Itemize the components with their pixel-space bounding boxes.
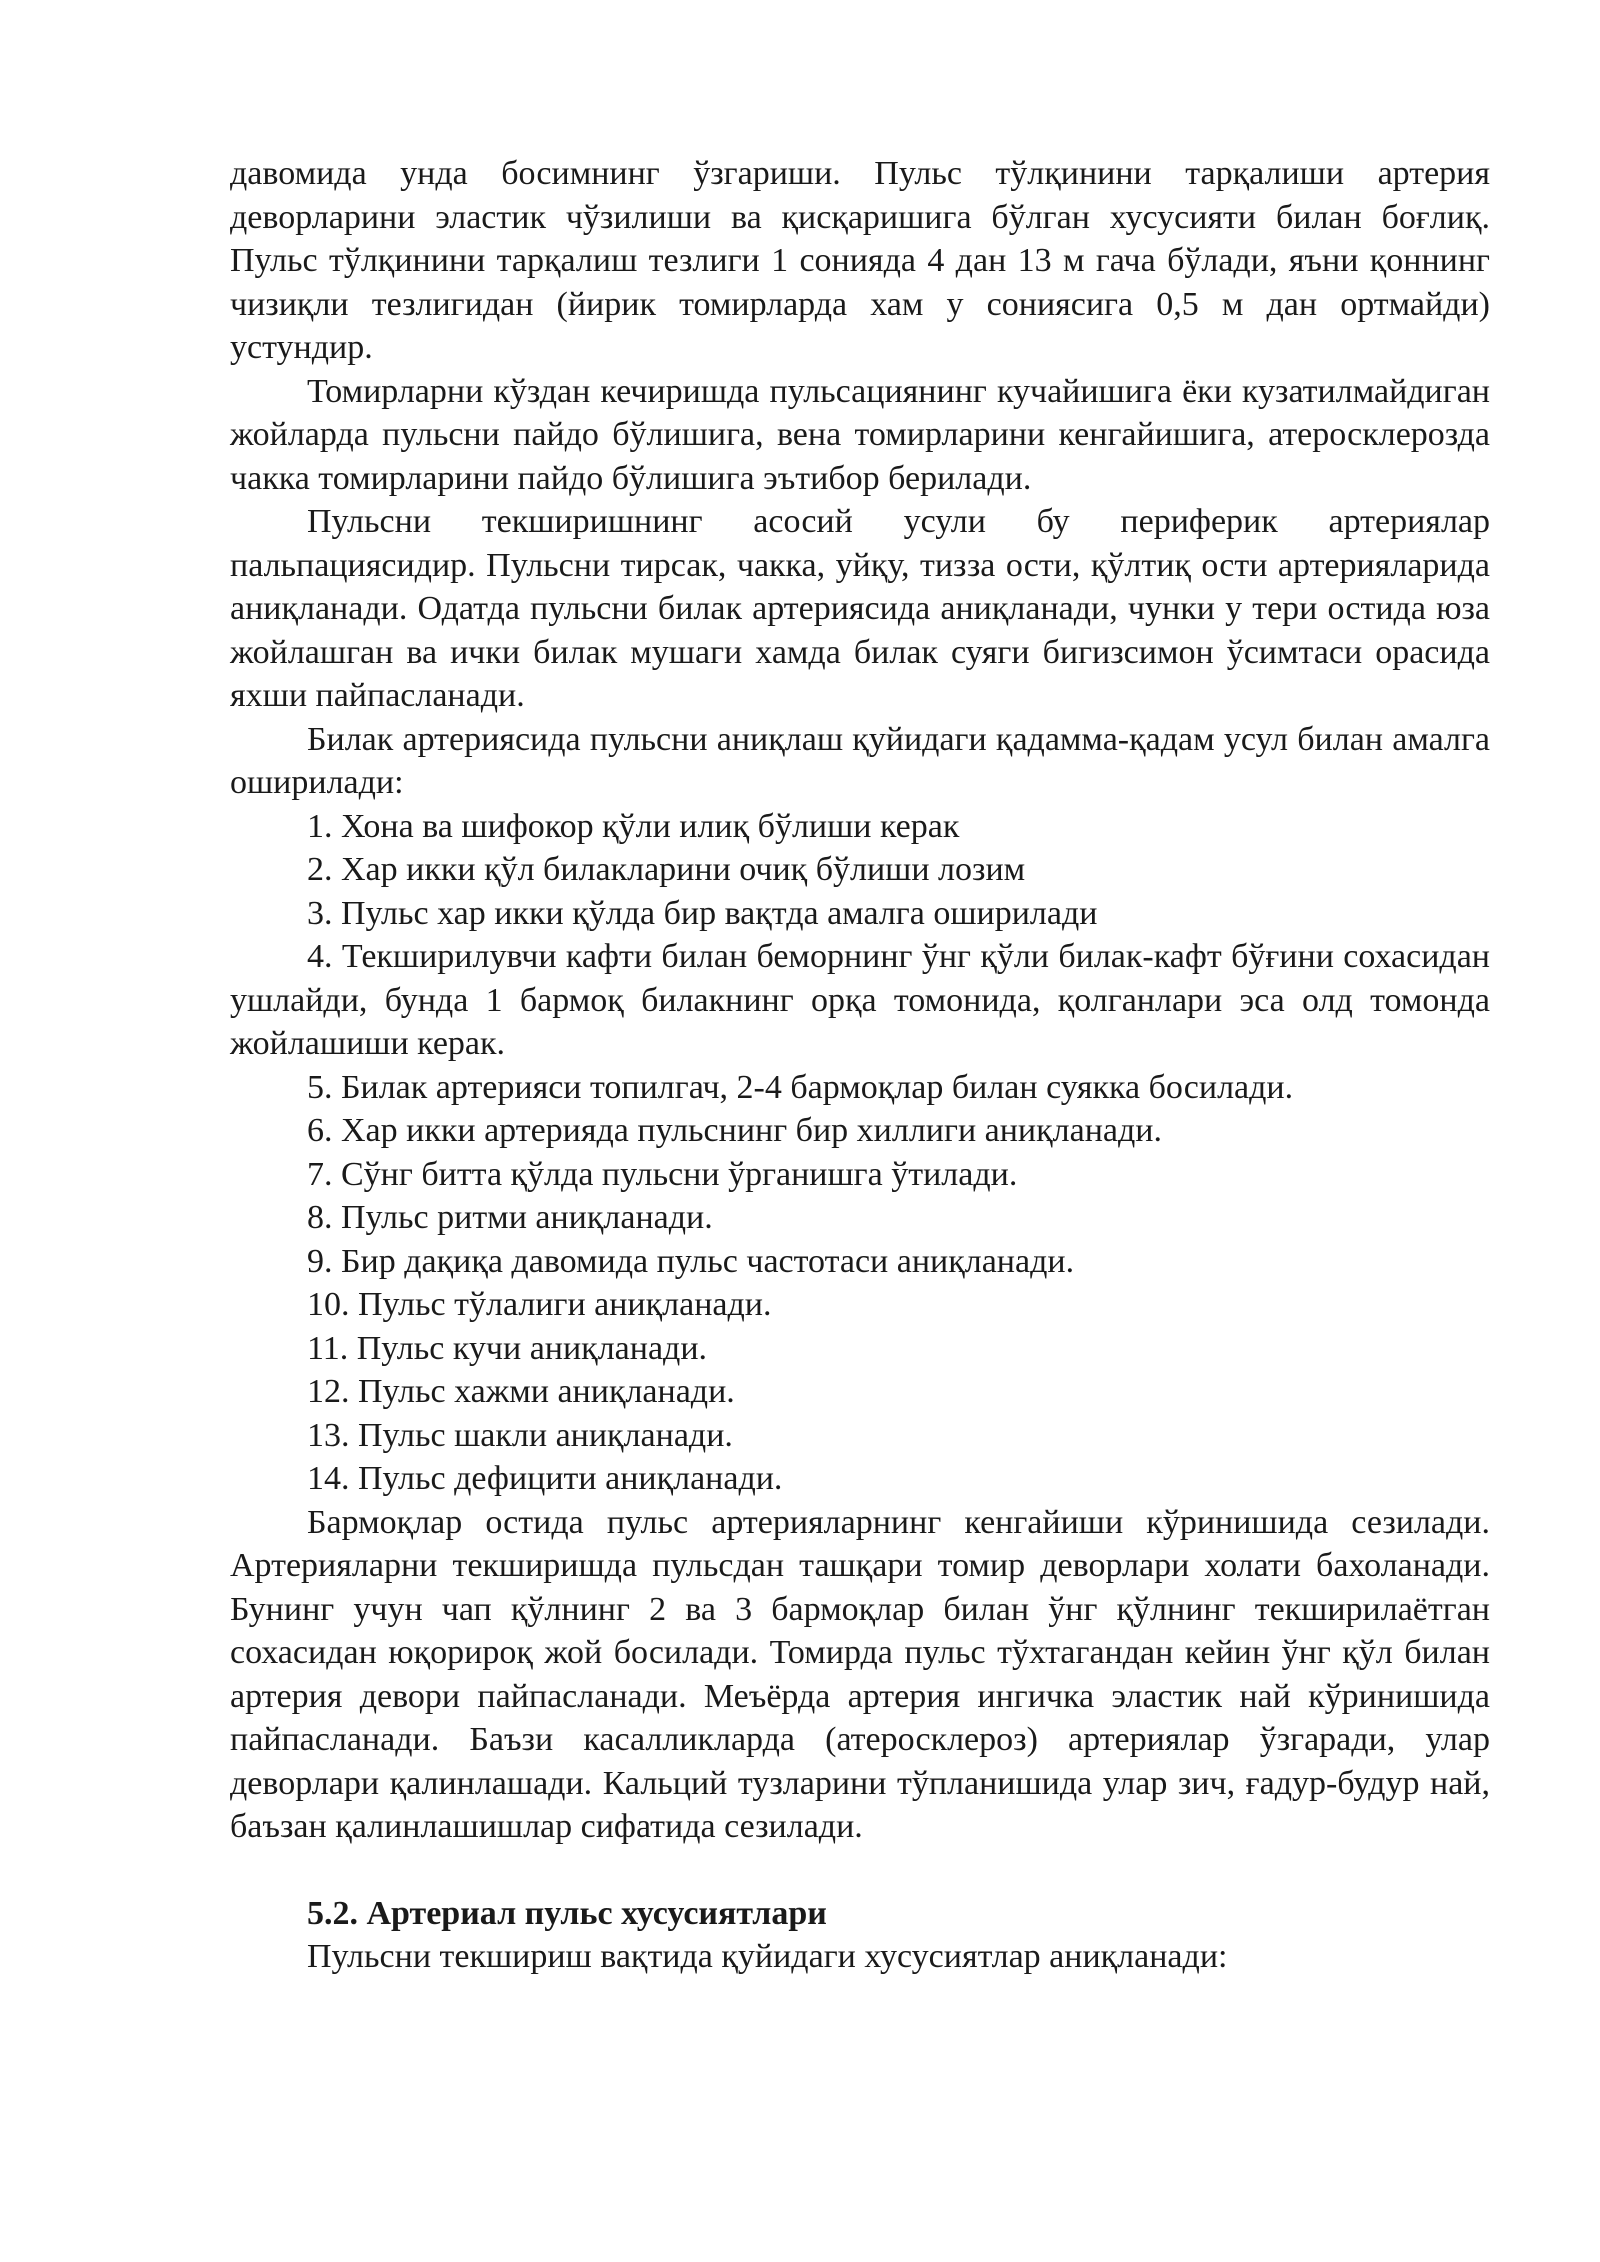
list-item: 9. Бир дақиқа давомида пульс частотаси аниқланади. (307, 1242, 1075, 1280)
section-heading: 5.2. Артериал пульс хусусиятлари (307, 1894, 827, 1932)
list-item: 1. Хона ва шифокор қўли илиқ бўлиши керак (307, 807, 960, 845)
list-item: 6. Хар икки артерияда пульснинг бир хиллиги аниқланади. (307, 1112, 1162, 1149)
paragraph-properties-intro: Пульсни текшириш вақтида қуйидаги хусусиятлар аниқланади: (307, 1938, 1228, 1975)
list-item: 3. Пульс хар икки қўлда бир вақтда амалга оширилади (307, 894, 1098, 932)
list-item: 12. Пульс хажми аниқланади. (307, 1373, 735, 1410)
list-item: 8. Пульс ритми аниқланади. (307, 1199, 713, 1236)
list-item: 5. Билак артерияси топилгач, 2-4 бармоқлар билан суякка босилади. (307, 1068, 1294, 1106)
list-item: 13. Пульс шакли аниқланади. (307, 1416, 733, 1454)
document-page (230, 152, 1490, 1979)
list-item: 2. Хар икки қўл билакларини очиқ бўлиши лозим (307, 851, 1026, 888)
steps-list (230, 805, 1490, 1501)
list-item: 7. Сўнг битта қўлда пульсни ўрганишга ўтилади. (307, 1155, 1018, 1193)
list-item: 14. Пульс дефицити аниқланади. (307, 1460, 783, 1497)
paragraph-method: Пульсни текширишнинг асосий усули бу периферик артериялар пальпациясидир. Пульсни тирсак, чакка, уйқу, тизза ости, қўлтиқ ости артерияларида аниқланади. Одатда пульсни билак артериясида аниқланади, чунки у тери остида юза жойлашган ва ички билак мушаги хамда билак суяги бигизсимон ўсимтаси орасида яхши пайпасланади. (230, 503, 1490, 714)
list-item: 10. Пульс тўлалиги аниқланади. (307, 1286, 772, 1323)
paragraph-fingers: Бармоқлар остида пульс артерияларнинг кенгайиши кўринишида сезилади. Артерияларни текширишда пульсдан ташқари томир деворлари холати бахоланади. Бунинг учун чап қўлнинг 2 ва 3 бармоқлар билан ўнг қўлнинг текширилаётган сохасидан юқорироқ жой босилади. Томирда пульс тўхтагандан кейин ўнг қўл билан артерия девори пайпасланади. Меъёрда артерия ингичка эластик най кўринишида пайпасланади. Баъзи касалликларда (атеросклероз) артериялар ўзгаради, улар деворлари қалинлашади. Кальций тузларини тўпланишида улар зич, ғадур-будур най, баъзан қалинлашишлар сифатида сезилади. (230, 1503, 1490, 1845)
list-item: 4. Текширилувчи кафти билан беморнинг ўнг қўли билак-кафт бўғини сохасидан ушлайди, бунда 1 бармоқ билакнинг орқа томонида, қолганлари эса олд томонда жойлашиши керак. (230, 938, 1490, 1062)
list-item: 11. Пульс кучи аниқланади. (307, 1329, 708, 1367)
paragraph-steps-intro: Билак артериясида пульсни аниқлаш қуйидаги қадамма-қадам усул билан амалга оширилади: (230, 720, 1490, 801)
paragraph-vessels: Томирларни кўздан кечиришда пульсациянинг кучайишига ёки кузатилмайдиган жойларда пульсни пайдо бўлишига, вена томирларини кенгайишига, атеросклерозда чакка томирларини пайдо бўлишига эътибор берилади. (230, 372, 1490, 497)
paragraph-intro: давомида унда босимнинг ўзгариши. Пульс тўлқинини тарқалиши артерия деворларини эластик чўзилиши ва қисқаришига бўлган хусусияти билан боғлиқ. Пульс тўлқинини тарқалиш тезлиги 1 сонияда 4 дан 13 м гача бўлади, яъни қоннинг чизиқли тезлигидан (йирик томирларда хам у сониясига 0,5 м дан ортмайди) устундир. (230, 155, 1490, 366)
